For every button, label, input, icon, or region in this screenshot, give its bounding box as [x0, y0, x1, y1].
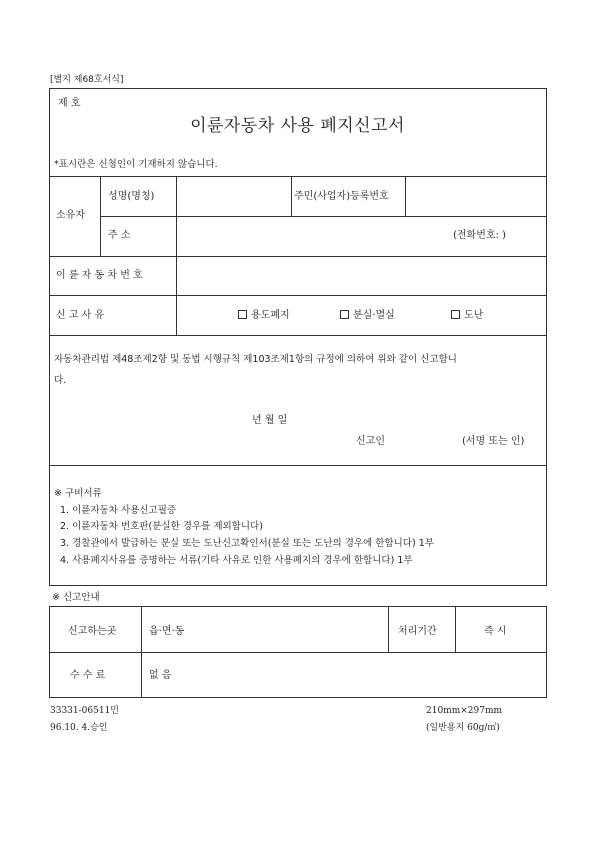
approval-date: 96.10. 4.승인: [50, 723, 108, 733]
reason-option-label: 도난: [464, 310, 484, 321]
address-label: 주 소: [108, 230, 131, 241]
period-value: 즉 시: [484, 626, 507, 637]
signature-label: (서명 또는 인): [462, 436, 525, 447]
id-number-label: 주민(사업자)등록번호: [294, 191, 389, 202]
document-item: 4. 사용폐지사유를 증명하는 서류(기타 사유로 인한 사용폐지의 경우에 한합니다) 1부: [60, 555, 413, 566]
owner-section-label: 소유자: [56, 210, 85, 221]
line: [49, 465, 546, 466]
form-note: *표시란은 신청인이 기재하지 않습니다.: [54, 159, 218, 170]
form-title: 이륜자동차 사용 폐지신고서: [190, 116, 405, 136]
declaration-text: 자동차관리법 제48조제2항 및 동법 시행규칙 제103조제1항의 규정에 의하여 위와 같이 신고합니: [54, 354, 457, 365]
declaration-date: 년 월 일: [252, 415, 288, 426]
line: [405, 176, 406, 216]
documents-title: ※ 구비서류: [54, 488, 102, 499]
checkbox-icon[interactable]: [238, 310, 247, 319]
fee-value: 없 음: [149, 670, 172, 681]
line: [291, 176, 292, 216]
paper-size: 210mm×297mm: [426, 706, 503, 716]
receipt-number-label: 제 호: [58, 98, 81, 109]
line: [49, 256, 546, 257]
line: [49, 335, 546, 336]
line: [100, 216, 546, 217]
vehicle-number-label: 이 륜 자 동 차 번 호: [56, 270, 143, 281]
applicant-label: 신고인: [356, 436, 385, 447]
reason-option-stolen[interactable]: [451, 310, 483, 322]
reason-option-disuse[interactable]: [238, 310, 290, 322]
form-code: 33331-06511민: [50, 706, 119, 716]
checkbox-icon[interactable]: [451, 310, 460, 319]
line: [388, 606, 389, 652]
fee-label: 수 수 료: [70, 670, 106, 681]
office-value: 읍·면·동: [149, 626, 185, 637]
reason-option-label: 분실·멸실: [353, 310, 395, 321]
document-item: 2. 이륜자동차 번호판(분실한 경우를 제외합니다): [60, 521, 263, 532]
line: [49, 176, 546, 177]
line: [455, 606, 456, 652]
reason-option-lost[interactable]: [340, 310, 395, 322]
declaration-text-continued: 다.: [54, 375, 67, 386]
document-item: 1. 이륜자동차 사용신고필증: [60, 505, 177, 516]
guide-title: ※ 신고안내: [52, 592, 100, 603]
checkbox-icon[interactable]: [340, 310, 349, 319]
line: [49, 652, 546, 653]
document-item: 3. 경찰관에서 발급하는 분실 또는 도난신고확인서(분실 또는 도난의 경우에 한합니다) 1부: [60, 538, 434, 549]
reason-option-label: 용도폐지: [251, 310, 290, 321]
paper-type: (일반용지 60g/㎡): [426, 723, 500, 733]
form-number-label: [별지 제68호서식]: [50, 75, 124, 85]
phone-label: (전화번호: ): [453, 230, 506, 241]
name-label: 성명(명칭): [108, 191, 155, 202]
reason-label: 신 고 사 유: [56, 310, 105, 321]
line: [49, 295, 546, 296]
office-label: 신고하는곳: [68, 626, 117, 637]
line: [141, 606, 142, 697]
period-label: 처리기간: [398, 626, 437, 637]
